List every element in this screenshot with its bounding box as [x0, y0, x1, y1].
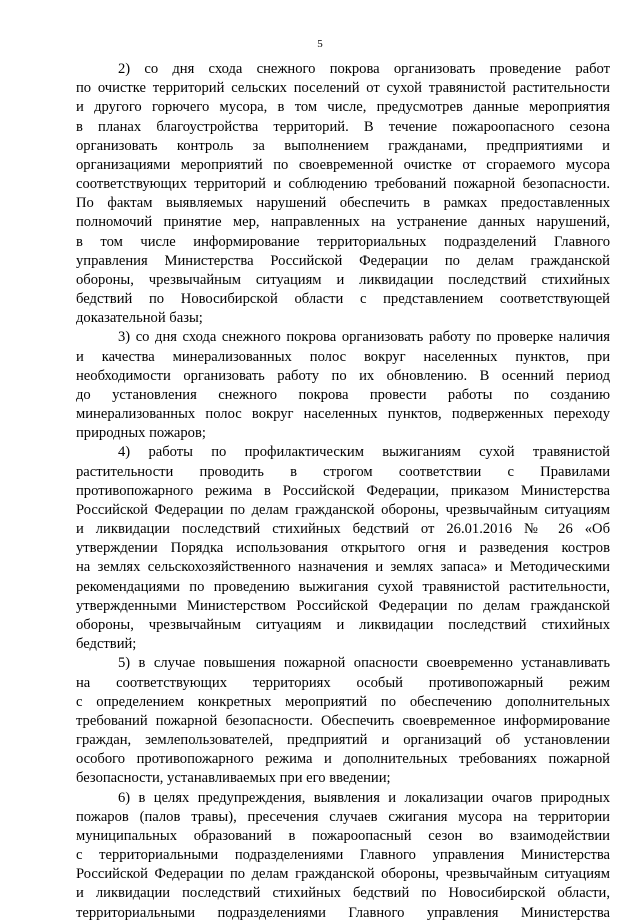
text-line: с определением конкретных мероприятий по обеспечению дополнительных — [76, 693, 610, 710]
text-line: бедствий; — [76, 636, 137, 653]
paragraph-p5 — [76, 654, 610, 788]
text-line: пожаров (палов травы), пресечения случаев сжигания мусора на территории — [76, 808, 610, 825]
text-line: доказательной базы; — [76, 310, 203, 327]
text-line: территориальными подразделениями Главного управления Министерства — [76, 904, 610, 921]
paragraph-p3 — [76, 328, 610, 443]
text-line: и качества минерализованных полос вокруг населенных пунктов, при — [76, 348, 610, 365]
text-line: и ликвидации последствий стихийных бедствий по Новосибирской области, — [76, 885, 610, 902]
text-line: полномочий принятие мер, направленных на устранение данных нарушений, — [76, 214, 610, 231]
text-line: управления Министерства Российской Федерации по делам гражданской — [76, 252, 610, 269]
text-line: требований пожарной безопасности. Обеспечить своевременное информирование — [76, 712, 610, 729]
document-body — [76, 60, 610, 923]
text-line: 3) со дня схода снежного покрова организовать работу по проверке наличия — [118, 329, 610, 346]
text-line: граждан, землепользователей, предприятий и организаций об установлении — [76, 732, 610, 749]
text-line: до установления снежного покрова провести работы по созданию — [76, 386, 610, 403]
text-line: 4) работы по профилактическим выжиганиям сухой травянистой — [118, 444, 610, 461]
paragraph-p2 — [76, 60, 610, 328]
text-line: противопожарного режима в Российской Федерации, приказом Министерства — [76, 482, 610, 499]
text-line: утвержденными Министерством Российской Федерации по делам гражданской — [76, 597, 610, 614]
text-line: с территориальными подразделениями Главного управления Министерства — [76, 847, 610, 864]
text-line: Российской Федерации по делам гражданской обороны, чрезвычайным ситуациям — [76, 501, 610, 518]
text-line: организациями мероприятий по своевременной очистке от сгораемого мусора — [76, 156, 610, 173]
text-line: утверждении Порядка использования открытого огня и разведения костров — [76, 540, 610, 557]
page-number: 5 — [317, 38, 323, 50]
text-line: минерализованных полос вокруг населенных пунктов, подверженных переходу — [76, 406, 610, 423]
text-line: 5) в случае повышения пожарной опасности своевременно устанавливать — [118, 655, 610, 672]
text-line: организовать контроль за выполнением гражданами, предприятиями и — [76, 137, 610, 154]
text-line: и другого горючего мусора, в том числе, предусмотрев данные мероприятия — [76, 99, 610, 116]
text-line: на соответствующих территориях особый противопожарный режим — [76, 674, 610, 691]
text-line: природных пожаров; — [76, 425, 206, 442]
text-line: По фактам выявляемых нарушений обеспечить в рамках предоставленных — [76, 195, 610, 212]
text-line: безопасности, устанавливаемых при его введении; — [76, 770, 391, 787]
text-line: 6) в целях предупреждения, выявления и локализации очагов природных — [118, 789, 610, 806]
text-line: 2) со дня схода снежного покрова организовать проведение работ — [118, 61, 610, 77]
text-line: бедствий по Новосибирской области с представлением соответствующей — [76, 291, 610, 308]
text-line: соответствующих территорий и соблюдению требований пожарной безопасности. — [76, 176, 610, 193]
text-line: муниципальных образований в пожароопасный сезон во взаимодействии — [76, 827, 610, 844]
text-line: и ликвидации последствий стихийных бедствий от 26.01.2016 № 26 «Об — [76, 521, 610, 538]
text-line: в планах благоустройства территорий. В течение пожароопасного сезона — [76, 118, 610, 135]
text-line: растительности проводить в строгом соответствии с Правилами — [76, 463, 610, 480]
text-line: на землях сельскохозяйственного назначения и землях запаса» и Методическими — [76, 559, 610, 576]
text-line: по очистке территорий сельских поселений от сухой травянистой растительности — [76, 80, 610, 97]
text-line: необходимости организовать работу по их обновлению. В осенний период — [76, 367, 610, 384]
paragraph-p4 — [76, 443, 610, 654]
text-line: Российской Федерации по делам гражданской обороны, чрезвычайным ситуациям — [76, 866, 610, 883]
text-line: обороны, чрезвычайным ситуациям и ликвидации последствий стихийных — [76, 271, 610, 288]
text-line: обороны, чрезвычайным ситуациям и ликвидации последствий стихийных — [76, 616, 610, 633]
text-line: в том числе информирование территориальных подразделений Главного — [76, 233, 610, 250]
text-line: рекомендациями по проведению выжигания сухой травянистой растительности, — [76, 578, 610, 595]
paragraph-p6 — [76, 789, 610, 923]
text-line: особого противопожарного режима и дополнительных требованиях пожарной — [76, 751, 610, 768]
